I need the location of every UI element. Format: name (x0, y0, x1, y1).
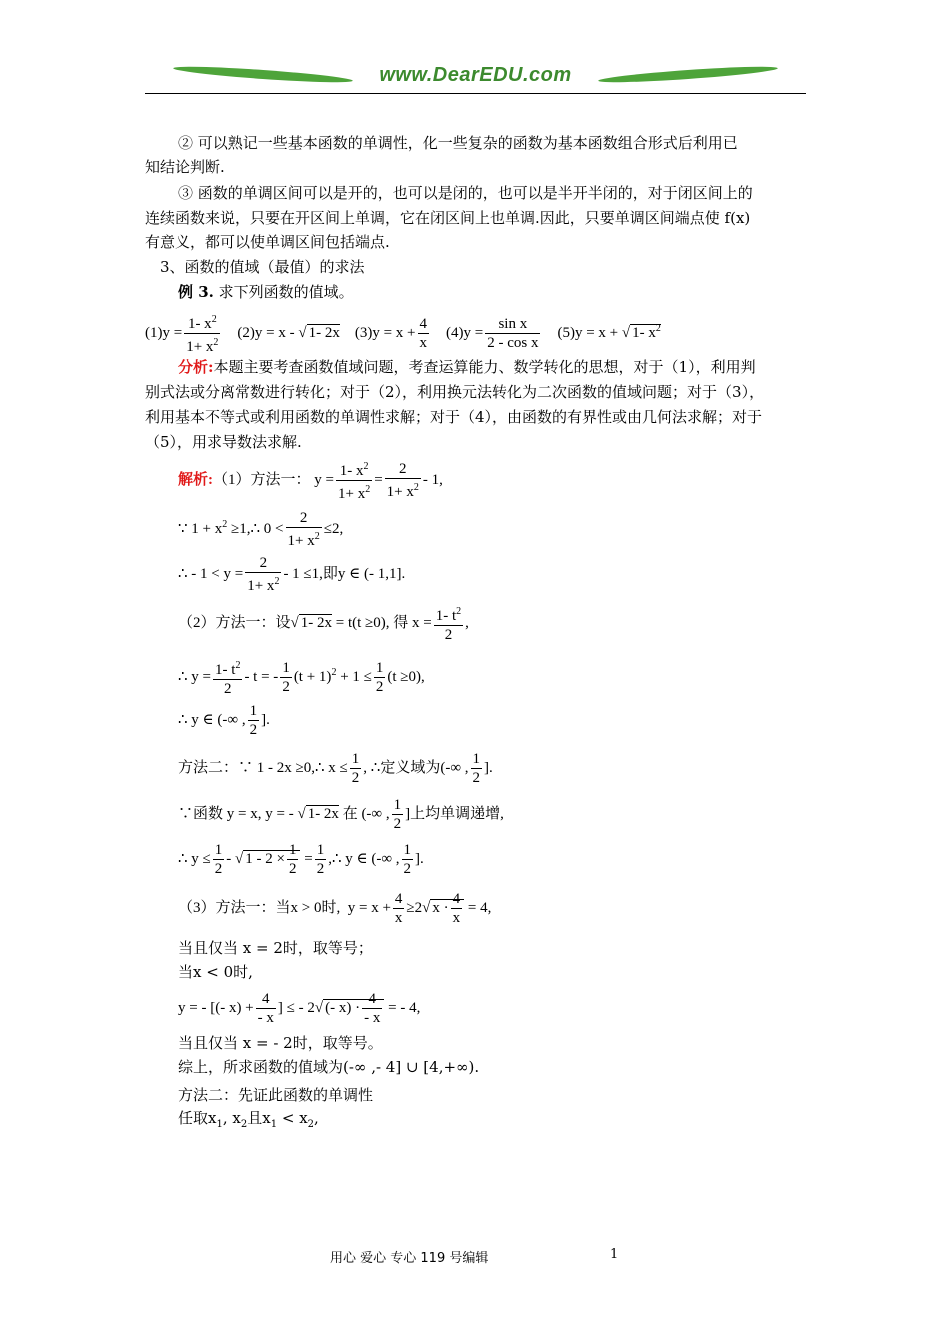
solution-2-line-3: ∴ y ∈ (-∞ , $\frac{1}{2}$ ]. (178, 703, 270, 739)
func-1: (1)y = $\frac{1- x^2}{1+ x^2}$ (145, 314, 219, 356)
solution-3-equality-2: 当且仅当 x = - 2时，取等号。 (178, 1034, 383, 1052)
para-2-line-1: ② 可以熟记一些基本函数的单调性，化一些复杂的函数为基本函数组合形式后利用已 (178, 134, 738, 152)
method-2-label: 方法二： (178, 760, 239, 776)
take-text: 任取 (178, 1109, 209, 1127)
solution-1-line-1: 解析:（1）方法一： y = $\frac{1- x^2}{1+ x^2}$ = $\frac{2}{1+ x^2}$ - 1, (178, 461, 443, 502)
solution-label: 解析: (178, 471, 213, 488)
func-4: (4)y = $\frac{\text{sin x}}{\text{2 - cos x}}$ (446, 316, 539, 352)
para-3-line-2: 连续函数来说，只要在开区间上单调，它在闭区间上也单调.因此，只要单调区间端点使 f(x) (145, 209, 751, 227)
analysis-line-1 (178, 357, 756, 377)
when-text: 时, (321, 900, 341, 916)
analysis-line-2: 别式法或分离常数进行转化；对于（2），利用换元法转化为二次函数的值域问题；对于（3）， (145, 383, 765, 401)
section-3-heading: 3、函数的值域（最值）的求法 (160, 258, 365, 276)
site-logo-text: www.DearEDU.com (379, 64, 572, 86)
analysis-line-3: 利用基本不等式或利用函数的单调性求解；对于（4），由函数的有界性或由几何法求解；对于 (145, 408, 763, 426)
equality-text-4: 时，取等号。 (292, 1034, 383, 1052)
solution-3-line-1: （3）方法一：当x > 0时, y = x + $\frac{4}{x}$ ≥2√ x · $\frac{4}{x}$ = 4, (178, 891, 492, 927)
para-3-line-1: ③ 函数的单调区间可以是开的，也可以是闭的，也可以是半开半闭的，对于闭区间上的 (178, 184, 753, 202)
example-functions (145, 306, 661, 356)
solution-2-result: ∴ y ≤ $\frac{1}{2}$ - √ 1 - 2 × $\frac{1}{2}$ = $\frac{1}{2}$ ,∴ y ∈ (-∞ , $\frac{1}{2}$ ]. (178, 842, 424, 878)
solution-2-line-2: ∴ y = $\frac{1- t^2}{2}$ - t = - $\frac{1}{2}$ $(t + 1)^2 + 1$ ≤ $\frac{1}{2}$ (t ≥0), (178, 660, 425, 698)
para-2-line-2: 知结论判断. (145, 158, 225, 176)
solution-2-intro: （2）方法一：设 (178, 615, 291, 631)
solution-1-line-2: ∵ $1 + x^2$ ≥1,∴ 0 < $\frac{2}{1+ x^2}$ ≤2, (178, 510, 344, 550)
solution-2-method-2: 方法二：∵ 1 - 2x ≥0,∴ x ≤ $\frac{1}{2}$ , ∴定义域为(-∞ , $\frac{1}{2}$ ]. (178, 751, 493, 787)
equality-text-1: 当且仅当 (178, 939, 239, 957)
analysis-line-4: （5），用求导数法求解. (145, 433, 302, 451)
solution-1-line-3: ∴ - 1 < y = $\frac{2}{1+ x^2}$ - 1 ≤1,即y ∈ (- 1,1]. (178, 555, 406, 595)
function-word: 函数 (193, 806, 224, 822)
example-3-line (178, 282, 354, 302)
func-3: (3)y = x + $\frac{4}{x}$ (354, 316, 428, 352)
solution-1-intro: （1）方法一： (213, 471, 311, 488)
solution-3-method-2: 方法二：先证此函数的单调性 (178, 1086, 374, 1104)
func-5: (5)y = x + √ 1- $x^2$ (557, 323, 661, 341)
analysis-label: 分析: (178, 358, 214, 376)
equality-text-2: 时，取等号； (282, 939, 373, 957)
func-2: (2)y = x - √ 1- 2x (237, 325, 340, 341)
solution-3-equality-1: 当且仅当 x = 2时，取等号； (178, 939, 373, 957)
example-3-text: 求下列函数的值域。 (213, 283, 354, 301)
header-rule (145, 93, 806, 94)
solution-3-summary: 综上，所求函数的值域为(-∞ ,- 4] ∪ [4,+∞). (178, 1058, 480, 1076)
page-number: 1 (610, 1247, 619, 1262)
solution-3-take: 任取$x_1$, $x_2$且$x_1 < x_2$, (178, 1109, 319, 1130)
para-3-line-3: 有意义，都可以使单调区间包括端点. (145, 233, 390, 251)
solution-2-monotone: ∵函数 y = x, y = - √ 1- 2x 在 (-∞ , $\frac{1}{2}$ ]上均单调递增, (178, 797, 504, 833)
solution-3-negative-derivation: y = - [(- x) + $\frac{4}{- x}$ ] ≤ - 2√ (- x) · $\frac{4}{- x}$ = - 4, (178, 991, 421, 1027)
and-text: 且 (247, 1109, 263, 1127)
solution-3-intro: （3）方法一：当 (178, 900, 291, 916)
equality-text-3: 当且仅当 (178, 1034, 239, 1052)
solution-3-negative-case: 当x < 0时, (178, 963, 253, 981)
example-3-label: 例 3. (178, 283, 214, 301)
dang-text: 当 (178, 963, 194, 981)
site-header (145, 62, 806, 94)
monotone-text: 上均单调递增, (410, 806, 504, 822)
analysis-text-1: 本题主要考查函数值域问题，考查运算能力、数学转化的思想，对于（1），利用判 (213, 358, 756, 376)
solution-2-line-1: （2）方法一：设√ 1- 2x = t(t ≥0), 得 x = $\frac{1- t^2}{2}$ , (178, 606, 469, 644)
when-text-2: 时, (233, 963, 253, 981)
domain-label: 定义域为 (380, 760, 441, 776)
summary-text: 综上，所求函数的值域为 (178, 1058, 344, 1076)
page-footer: 用心 爱心 专心 119 号编辑 (330, 1251, 489, 1266)
